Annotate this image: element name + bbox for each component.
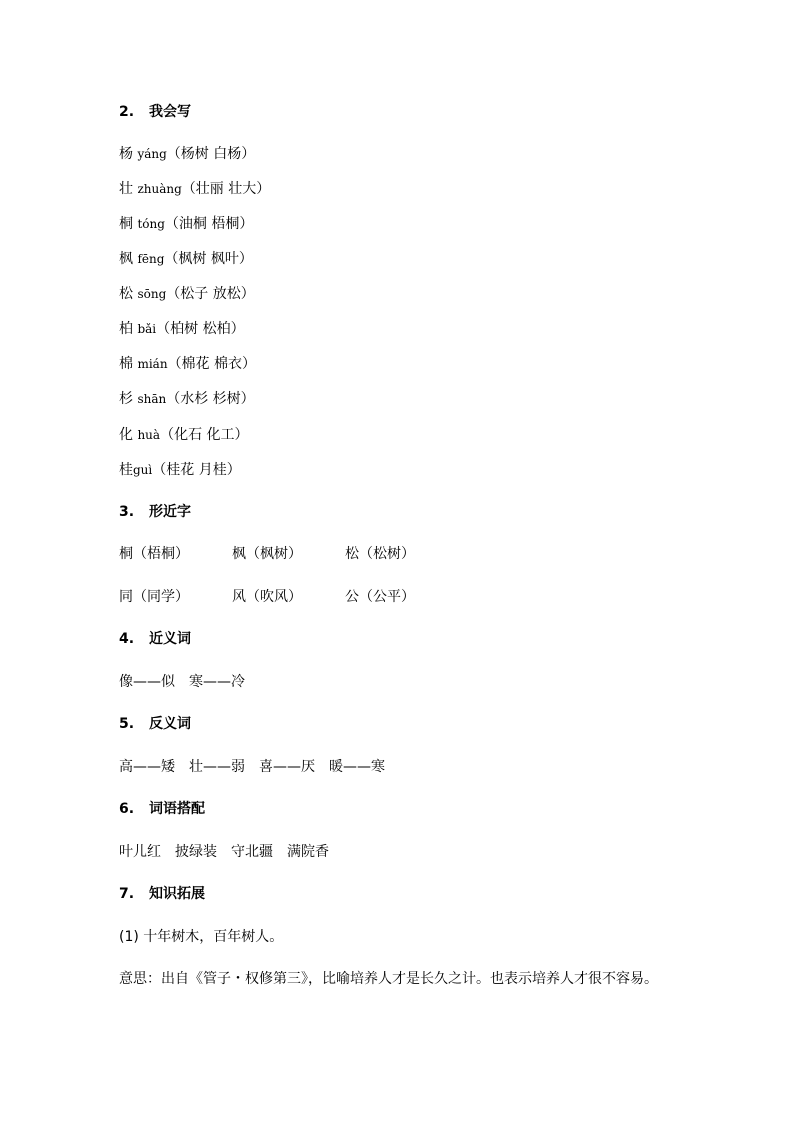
section-number: 3. <box>119 504 135 520</box>
section-title: 近义词 <box>149 631 191 647</box>
pinyin: guì <box>133 463 153 477</box>
pinyin: sōng <box>137 287 167 301</box>
char: 化 <box>119 427 133 443</box>
pinyin: mián <box>137 357 168 371</box>
char-entry <box>119 319 245 339</box>
similar-char: 松（松树） <box>345 546 415 562</box>
words: （化石 化工） <box>160 427 249 443</box>
similar-char: 同（同学） <box>119 589 189 605</box>
section-heading-5 <box>119 714 191 734</box>
char: 枫 <box>119 251 133 267</box>
antonym-pair: 壮——弱 <box>189 759 245 775</box>
section-heading-4 <box>119 629 191 649</box>
section-number: 2. <box>119 104 135 120</box>
collocation: 满院香 <box>287 844 329 860</box>
section-title: 我会写 <box>149 104 191 120</box>
synonym-row <box>119 672 245 692</box>
antonym-row <box>119 757 385 777</box>
char: 桂 <box>119 462 133 478</box>
char-entry <box>119 179 270 199</box>
proverb-item: (1) 十年树木，百年树人。 <box>119 929 284 945</box>
similar-chars-row-2 <box>119 587 415 607</box>
char-entry <box>119 354 256 374</box>
section-number: 7. <box>119 886 135 902</box>
words: （柏树 松柏） <box>156 321 245 337</box>
char: 松 <box>119 286 133 302</box>
words: （松子 放松） <box>166 286 255 302</box>
proverb-meaning: 意思：出自《管子・权修第三》，比喻培养人才是长久之计。也表示培养人才很不容易。 <box>119 971 658 987</box>
section-number: 5. <box>119 716 135 732</box>
char: 杉 <box>119 391 133 407</box>
pinyin: bǎi <box>137 322 157 336</box>
words: （壮丽 壮大） <box>181 181 271 197</box>
pinyin: tóng <box>137 217 165 231</box>
words: （枫树 枫叶） <box>164 251 253 267</box>
synonym-pair: 像——似 <box>119 674 175 690</box>
similar-chars-row-1 <box>119 544 415 564</box>
char-entry <box>119 284 255 304</box>
similar-char: 风（吹风） <box>232 589 302 605</box>
char-entry <box>119 389 255 409</box>
antonym-pair: 高——矮 <box>119 759 175 775</box>
collocation: 守北疆 <box>231 844 273 860</box>
section-title: 词语搭配 <box>149 801 205 817</box>
synonym-pair: 寒——冷 <box>189 674 245 690</box>
section-number: 6. <box>119 801 135 817</box>
collocation-row <box>119 842 329 862</box>
char-entry <box>119 144 255 164</box>
words: （油桐 梧桐） <box>164 216 254 232</box>
char: 棉 <box>119 356 133 372</box>
pinyin: fēng <box>137 252 165 266</box>
collocation: 披绿装 <box>175 844 217 860</box>
pinyin: shān <box>137 392 167 406</box>
char: 杨 <box>119 146 133 162</box>
section-heading-7 <box>119 884 205 904</box>
char: 壮 <box>119 181 133 197</box>
pinyin: zhuàng <box>137 182 182 196</box>
section-title: 形近字 <box>149 504 191 520</box>
section-heading-3 <box>119 502 191 522</box>
antonym-pair: 喜——厌 <box>259 759 315 775</box>
words: （杨树 白杨） <box>166 146 256 162</box>
pinyin: huà <box>137 428 161 442</box>
words: （桂花 月桂） <box>152 462 241 478</box>
collocation: 叶儿红 <box>119 844 161 860</box>
section-title: 反义词 <box>149 716 191 732</box>
char: 柏 <box>119 321 133 337</box>
similar-char: 公（公平） <box>345 589 415 605</box>
char-entry <box>119 425 249 445</box>
words: （棉花 棉衣） <box>167 356 257 372</box>
char-entry <box>119 214 253 234</box>
antonym-pair: 暖——寒 <box>329 759 385 775</box>
char: 桐 <box>119 216 133 232</box>
section-title: 知识拓展 <box>149 886 205 902</box>
char-entry <box>119 460 241 480</box>
section-heading-6 <box>119 799 205 819</box>
section-number: 4. <box>119 631 135 647</box>
char-entry <box>119 249 253 269</box>
similar-char: 桐（梧桐） <box>119 546 189 562</box>
similar-char: 枫（枫树） <box>232 546 302 562</box>
pinyin: yáng <box>137 147 167 161</box>
words: （水杉 杉树） <box>166 391 255 407</box>
section-heading-2 <box>119 102 191 122</box>
